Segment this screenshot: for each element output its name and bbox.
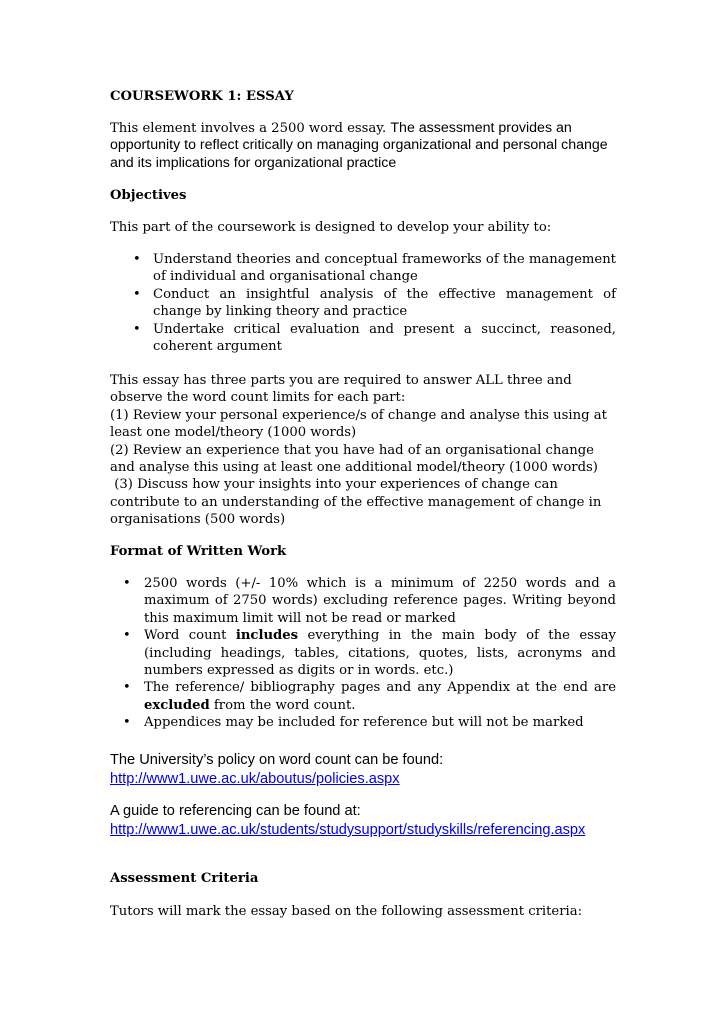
intro-paragraph [110,120,616,172]
bullet-icon: • [133,286,141,302]
essay-parts [110,372,616,529]
assessment-lead: Tutors will mark the essay based on the following assessment criteria: [110,904,583,919]
bullet-icon: • [133,321,141,337]
intro-serif-text: This element involves a 2500 word essay. [110,121,387,136]
format-heading: Format of Written Work [110,544,287,559]
objective-item: • Conduct an insightful analysis of the effective management of change by linking theory and practice [133,286,616,320]
format-item: • The reference/ bibliography pages and any Appendix at the end are excluded from the word count. [123,680,616,713]
parts-lead: This essay has three parts you are required to answer ALL three and observe the word count limits for each part: [110,373,572,406]
assessment-heading: Assessment Criteria [110,871,259,886]
format-item: • 2500 words (+/- 10% which is a minimum of 2250 words and a maximum of 2750 words) excluding reference pages. Writing beyond this maximum limit will not be read or marked [123,576,616,626]
format-item: • Appendices may be included for reference but will not be marked [123,715,584,731]
intro-sans-text: The assessment provides an opportunity to reflect critically on managing organizational and personal change and its implications for organizational practice [110,120,608,171]
part-item: (2) Review an experience that you have had of an organisational change and analyse this using at least one additional model/theory (1000 words) [110,442,598,476]
part-item: (3) Discuss how your insights into your experiences of change can contribute to an understanding of the effective management of change in organisations (500 words) [110,477,606,528]
bullet-icon: • [123,715,131,731]
bullet-icon: • [123,680,131,696]
bullet-icon: • [123,576,131,591]
document-title: COURSEWORK 1: ESSAY [110,89,294,104]
format-item: • Word count includes everything in the main body of the essay (including headings, tables, citations, quotes, lists, acronyms and numbers expressed as digits or in words. etc.) [123,628,616,679]
word-count-policy-link[interactable]: http://www1.uwe.ac.uk/aboutus/policies.aspx [110,771,400,787]
word-count-policy-text: The University’s policy on word count can be found: [110,752,444,768]
objective-item: • Undertake critical evaluation and present a succinct, reasoned, coherent argument [133,321,616,355]
objectives-lead: This part of the coursework is designed to develop your ability to: [110,220,552,235]
objective-item: • Understand theories and conceptual frameworks of the management of individual and organisational change [133,252,616,285]
referencing-guide-link[interactable]: http://www1.uwe.ac.uk/students/studysupport/studyskills/referencing.aspx [110,822,586,838]
part-item: (1) Review your personal experience/s of change and analyse this using at least one model/theory (1000 words) [110,407,607,441]
objectives-list [110,251,616,355]
bullet-icon: • [123,628,131,644]
format-list [110,575,616,732]
referencing-guide-text: A guide to referencing can be found at: [110,803,361,819]
bullet-icon: • [133,252,141,267]
objectives-heading: Objectives [110,188,187,203]
